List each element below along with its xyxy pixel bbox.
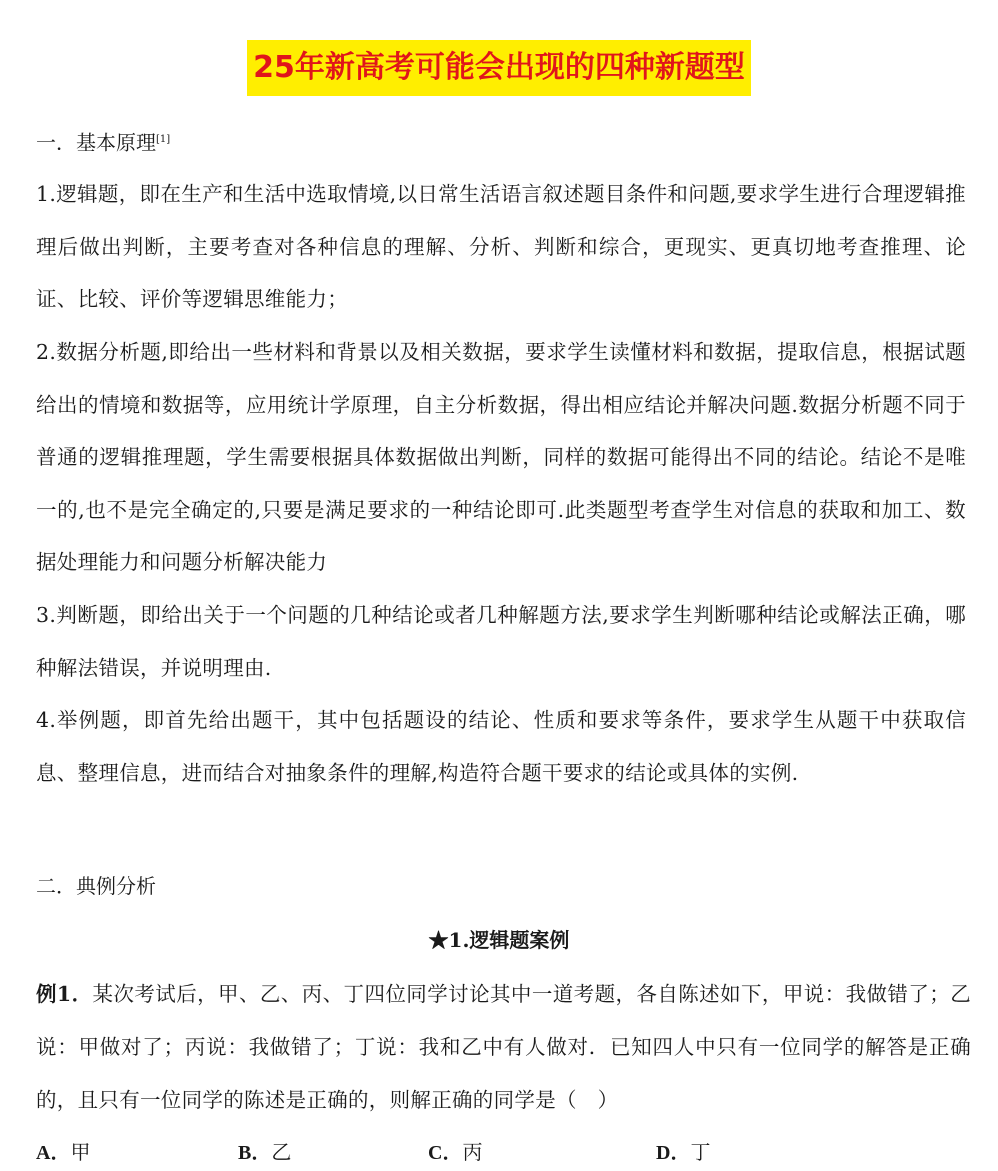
option-a bbox=[36, 1134, 90, 1171]
option-letter: B． bbox=[238, 1142, 272, 1164]
example-question bbox=[36, 968, 971, 1127]
section-heading-principles bbox=[36, 126, 170, 157]
example-text: 某次考试后，甲、乙、丙、丁四位同学讨论其中一道考题，各自陈述如下，甲说：我做错了；乙说：甲做对了；丙说：我做错了；丁说：我和乙中有人做对．已知四人中只有一位同学的解答是正确的，且只有一位同学的陈述是正确的，则解正确的同学是（ ） bbox=[36, 982, 971, 1112]
option-letter: D． bbox=[656, 1142, 691, 1164]
example-label: 例1． bbox=[36, 982, 93, 1006]
option-d bbox=[656, 1134, 710, 1171]
footnote-marker: [1] bbox=[156, 134, 171, 145]
option-text: 甲 bbox=[70, 1140, 91, 1164]
principle-item-logic: 1.逻辑题，即在生产和生活中选取情境,以日常生活语言叙述题目条件和问题,要求学生进行合理逻辑推理后做出判断，主要考查对各种信息的理解、分析、判断和综合，更现实、更真切地考查推理、论证、比较、评价等逻辑思维能力； bbox=[36, 182, 966, 311]
title-container bbox=[0, 40, 998, 96]
option-letter: C． bbox=[428, 1142, 463, 1164]
option-text: 丙 bbox=[462, 1140, 483, 1164]
principle-item-example: 4.举例题，即首先给出题干，其中包括题设的结论、性质和要求等条件，要求学生从题干中获取信息、整理信息，进而结合对抽象条件的理解,构造符合题干要求的结论或具体的实例. bbox=[36, 708, 966, 785]
case-title: ★1.逻辑题案例 bbox=[428, 928, 570, 952]
option-b bbox=[238, 1134, 291, 1171]
option-letter: A． bbox=[36, 1142, 71, 1164]
principle-item-data-analysis: 2.数据分析题,即给出一些材料和背景以及相关数据，要求学生读懂材料和数据，提取信息，根据试题给出的情境和数据等，应用统计学原理，自主分析数据，得出相应结论并解决问题.数据分析题不同于普通的逻辑推理题，学生需要根据具体数据做出判断，同样的数据可能得出不同的结论。结论不是唯一的,也不是完全确定的,只要是满足要求的一种结论即可.此类题型考查学生对信息的获取和加工、数据处理能力和问题分析解决能力 bbox=[36, 340, 966, 574]
answer-options bbox=[36, 1134, 966, 1170]
section-heading-text: 一．基本原理 bbox=[36, 130, 156, 155]
option-text: 丁 bbox=[690, 1140, 711, 1164]
document-title: 25年新高考可能会出现的四种新题型 bbox=[247, 40, 751, 96]
option-text: 乙 bbox=[271, 1140, 292, 1164]
principle-item-judgment: 3.判断题，即给出关于一个问题的几种结论或者几种解题方法,要求学生判断哪种结论或解法正确，哪种解法错误，并说明理由. bbox=[36, 603, 966, 680]
option-c bbox=[428, 1134, 482, 1171]
section-heading-examples: 二．典例分析 bbox=[36, 874, 156, 898]
